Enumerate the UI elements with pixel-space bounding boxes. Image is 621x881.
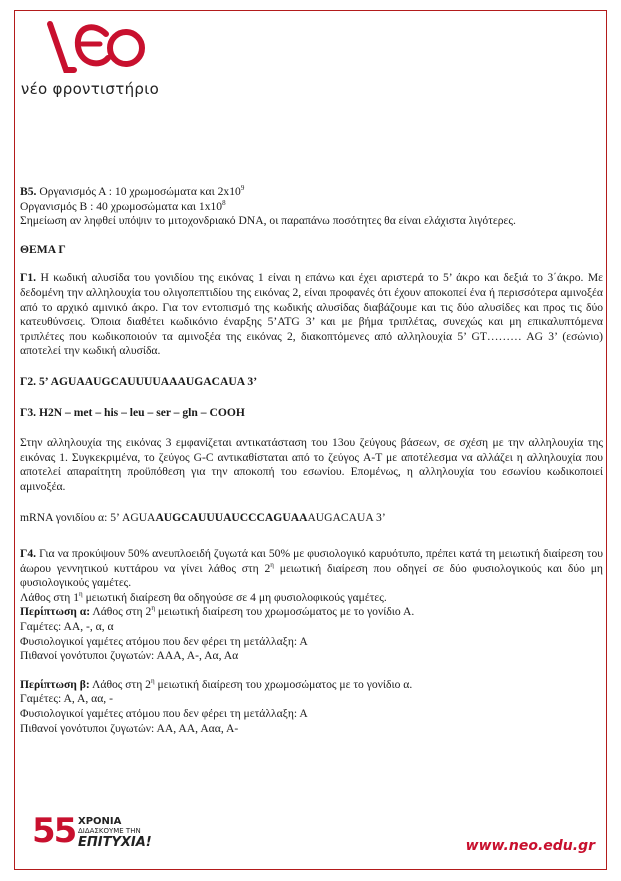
- case-b-gametes: Γαμέτες: Α, Α, αα, -: [20, 692, 113, 706]
- case-a-genotypes: Πιθανοί γονότυποι ζυγωτών: ΑΑΑ, Α-, Αα, Αα: [20, 649, 239, 663]
- case-b-heading: Περίπτωση β: Λάθος στη $2^\eta$ μειωτική διαίρεση του χρωμοσώματος με το γονίδιο α.: [20, 676, 413, 691]
- g1-label: Γ1.: [20, 271, 37, 285]
- g1-paragraph: Γ1. Η κωδική αλυσίδα του γονιδίου της εικόνας 1 είναι η επάνω και έχει αριστερά το 5’ άκρο και δεξιά το 3΄άκρο. Με δεδομένη την αλληλουχία του ολιγοπεπτιδίου της εικόνας 2, είναι προφανές ότι έχουν αποκοπεί ένα ή περισσότερα αμινοξέα από το αρχικό αμινικό άκρο. Για τον εντοπισμό της κωδικής αλυσίδας διαβάζουμε και τις δύο αλυσίδες και προς τις δύο κατευθύνσεις. Όποια διαθέτει κωδικόνιο έναρξης 5’ATG 3’ και με βήμα τριπλέτας, συνεχώς και μη επικαλυπτόμενα τριπλέτες που κωδικοποιούν τα αμινοξέα της εικόνας 2, διακοπτόμενες από αλληλουχία 5’ GT……… AG 3’ (εσώνιο) αποτελεί την κωδική αλυσίδα.: [20, 271, 603, 358]
- anniversary-badge: [32, 812, 162, 856]
- g2-answer: Γ2. 5’ AGUAAUGCAUUUUAAAUGACAUA 3’: [20, 374, 258, 388]
- brand-logo: [20, 14, 160, 104]
- badge-line-3: ΕΠΙΤΥΧΙΑ!: [78, 835, 152, 850]
- b5-line-2: Οργανισμός Β : 40 χρωμοσώματα και $1x10^8$: [20, 198, 226, 213]
- b5-label: Β5.: [20, 185, 37, 198]
- case-a-heading: Περίπτωση α: Λάθος στη $2^\eta$ μειωτική διαίρεση του χρωμοσώματος με το γονίδιο Α.: [20, 604, 415, 619]
- badge-line-1: ΧΡΟΝΙΑ: [78, 816, 122, 827]
- b5-line-1: Β5. Οργανισμός Α : 10 χρωμοσώματα και $2x10^9$: [20, 184, 245, 198]
- g4-paragraph: Γ4. Για να προκύψουν 50% ανευπλοειδή ζυγωτά και 50% με φυσιολογικό καρυότυπο, πρέπει κατά τη μειωτική διαίρεση του άωρου γεννητικού κυττάρου να γίνει λάθος στη $2^\eta$ μειωτική διαίρεση που οδηγεί σε δύο φυσιολογικούς και δύο μη φυσιολογικούς γαμέτες.: [20, 547, 603, 590]
- case-b-normal: Φυσιολογικοί γαμέτες ατόμου που δεν φέρει τη μετάλλαξη: Α: [20, 707, 308, 721]
- mrna-sequence: mRNA γονιδίου α: 5’ AGUAAUGCAUUUAUCCCAGUAAAUGACAUA 3’: [20, 510, 386, 524]
- badge-line-2: ΔΙΔΑΣΚΟΥΜΕ ΤΗΝ: [78, 827, 141, 835]
- logo-text: νέο φροντιστήριο: [20, 80, 160, 98]
- case-a-normal: Φυσιολογικοί γαμέτες ατόμου που δεν φέρει τη μετάλλαξη: Α: [20, 634, 308, 648]
- g3-heading: Γ3. H2N – met – his – leu – ser – gln – COOH: [20, 405, 245, 419]
- case-a-gametes: Γαμέτες: ΑΑ, -, α, α: [20, 620, 114, 634]
- document-body: [20, 185, 603, 736]
- section-title: ΘΕΜΑ Γ: [20, 242, 66, 256]
- b5-note: Σημείωση αν ληφθεί υπόψιν το μιτοχονδριακό DNA, οι παραπάνω ποσότητες θα είναι ελάχιστα λιγότερες.: [20, 214, 516, 228]
- badge-number: 55: [32, 811, 76, 851]
- website-link[interactable]: www.neo.edu.gr: [465, 838, 595, 854]
- g3-paragraph: Στην αλληλουχία της εικόνας 3 εμφανίζεται αντικατάσταση του 13ου ζεύγους βάσεων, σε σχέση με την αλληλουχία της εικόνας 1. Συγκεκριμένα, το ζεύγος G-C αντικαθίσταται από το ζεύγος A-T με αποτέλεσμα να αλλάζει η αλληλουχία που αποτελεί απαραίτητη προϋπόθεση για την αποκοπή του εσωνίου. Επομένως, η αλληλουχία του εσωνίου κωδικοποιεί αμινοξέα.: [20, 436, 603, 493]
- g4-line-2: Λάθος στη $1^\eta$ μειωτική διαίρεση θα οδηγούσε σε 4 μη φυσιολοφικούς γαμέτες.: [20, 590, 387, 604]
- page-footer: [20, 810, 605, 860]
- g4-label: Γ4.: [20, 547, 37, 561]
- logo-mark-icon: [30, 14, 150, 80]
- case-b-genotypes: Πιθανοί γονότυποι ζυγωτών: ΑΑ, ΑΑ, Ααα, Α-: [20, 721, 239, 735]
